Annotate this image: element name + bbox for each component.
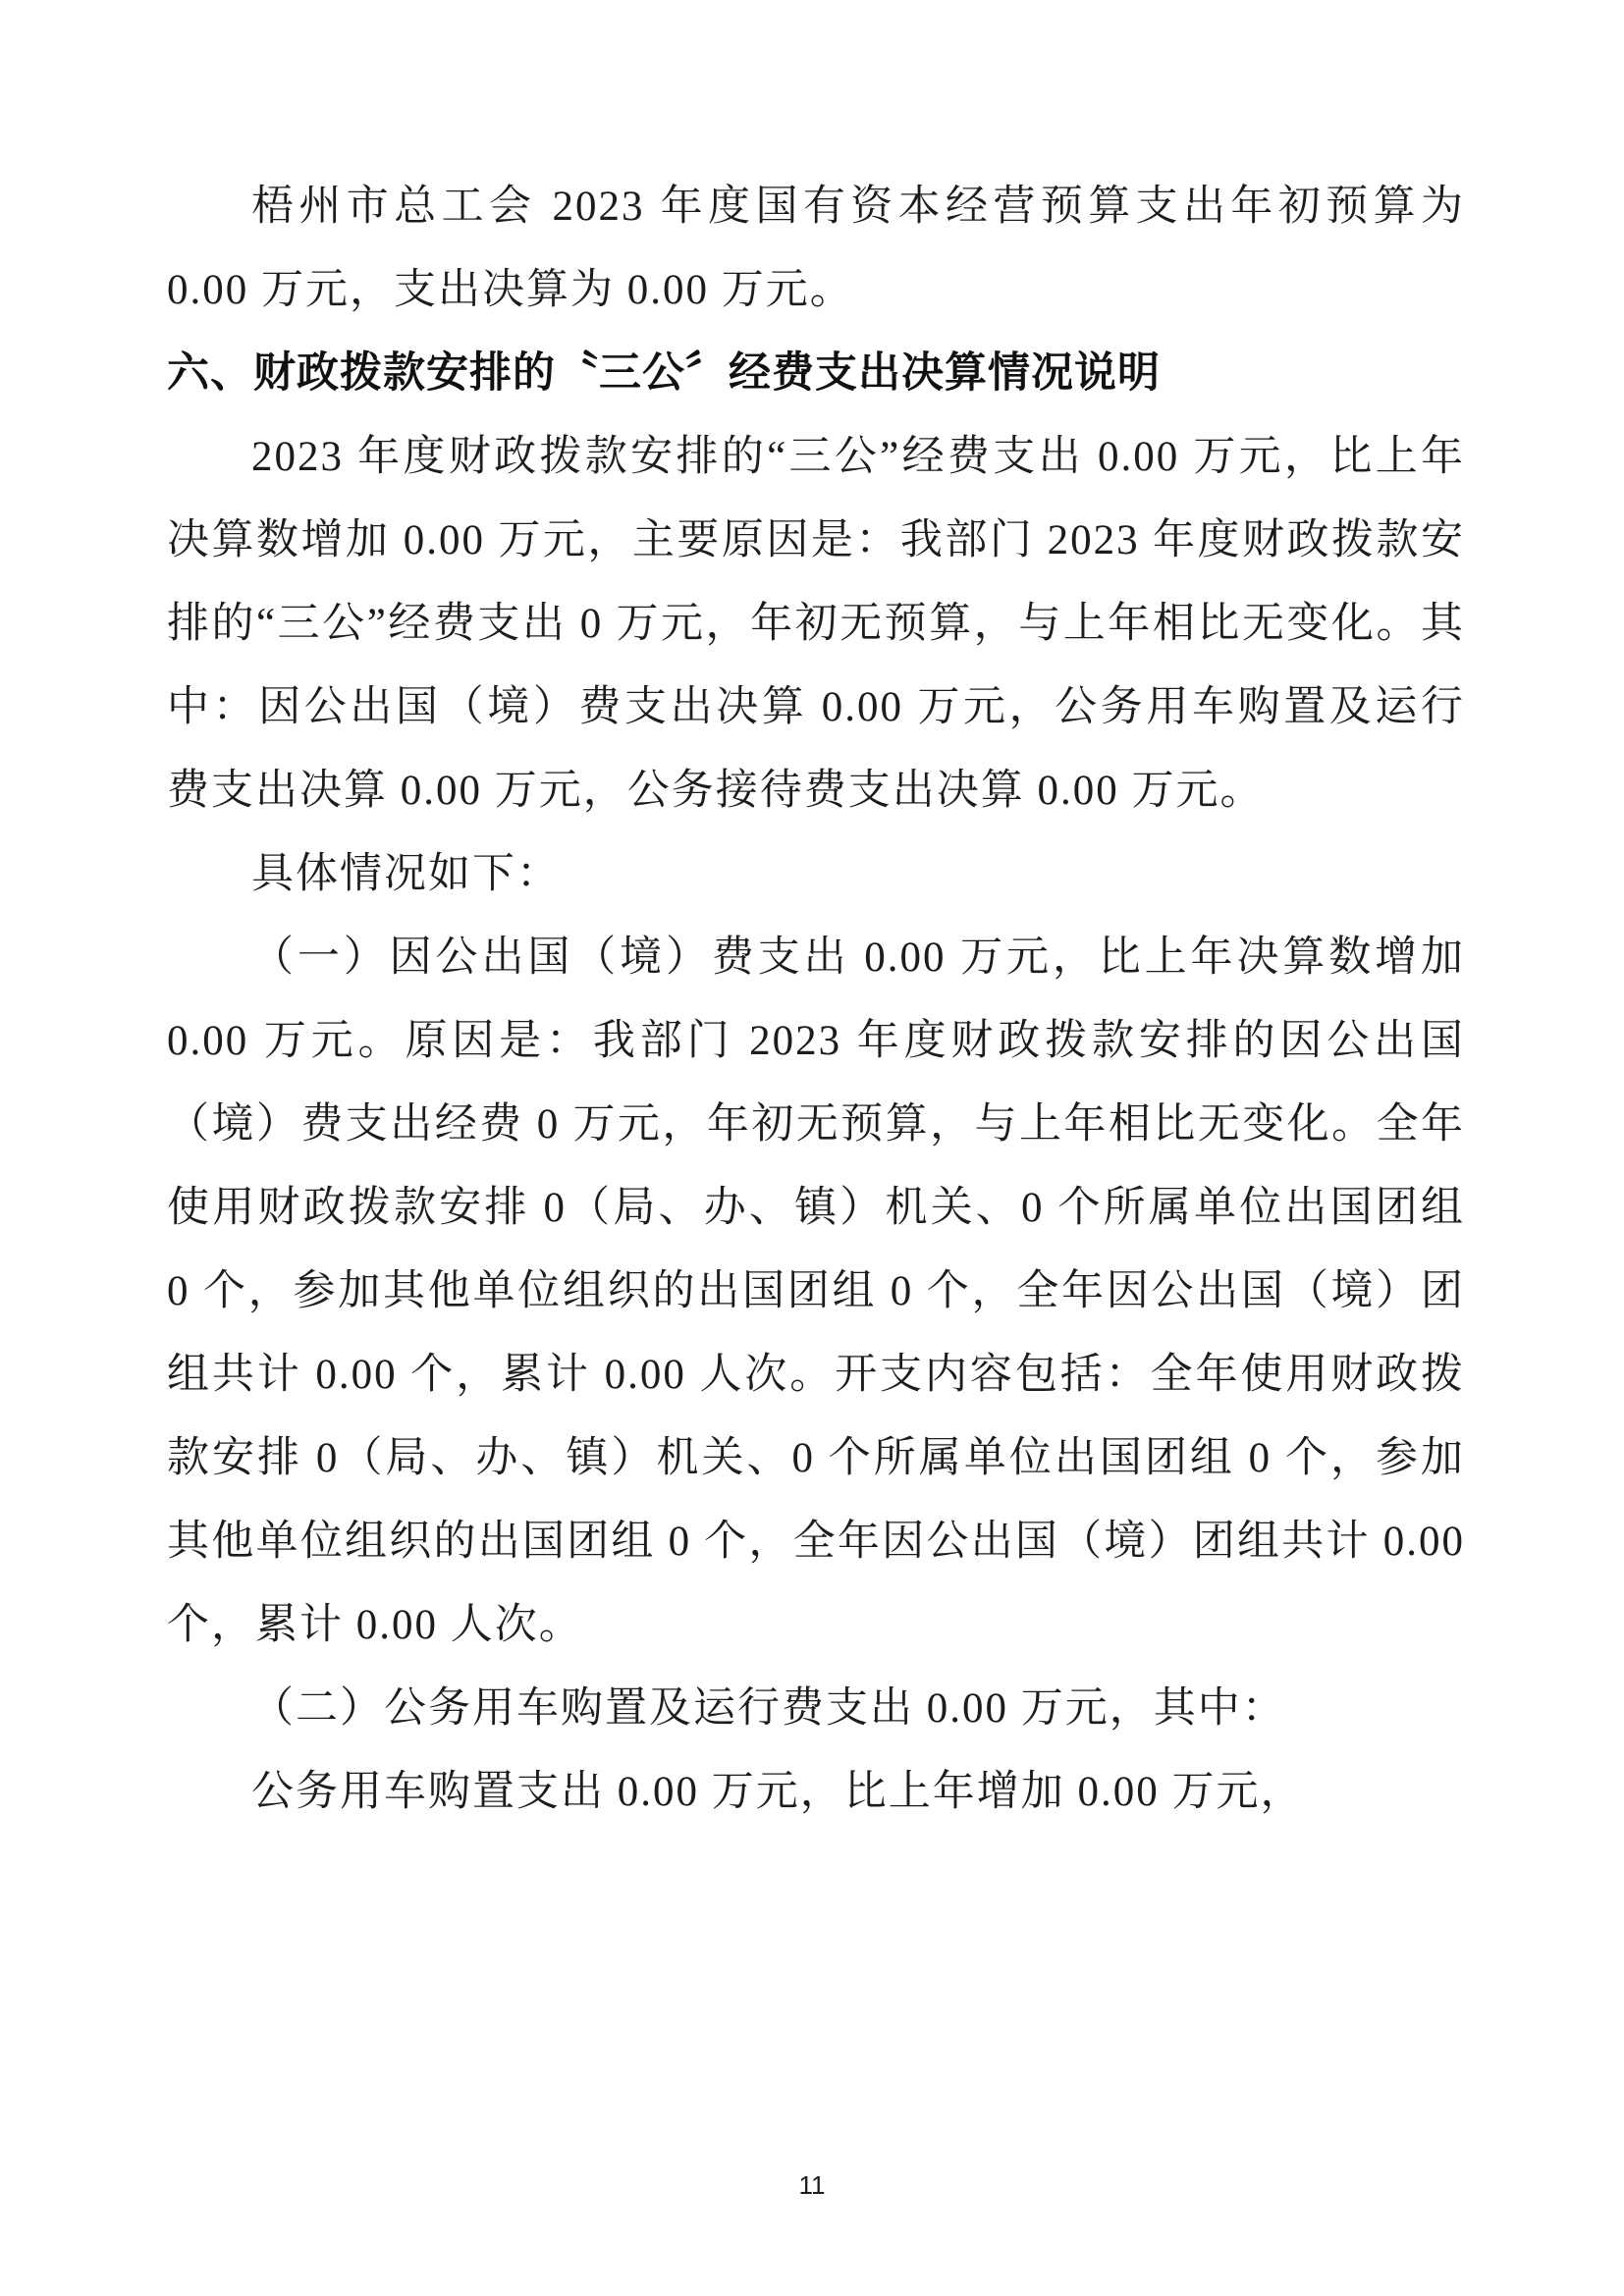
paragraph: 梧州市总工会 2023 年度国有资本经营预算支出年初预算为 0.00 万元，支出决算为 0.00 万元。 <box>167 184 1465 313</box>
paragraph: （一）因公出国（境）费支出 0.00 万元，比上年决算数增加 0.00 万元。原因是：我部门 2023 年度财政拨款安排的因公出国（境）费支出经费 0 万元，年初无预算，与上年相比无变化。全年使用财政拨款安排 0（局、办、镇）机关、0 个所属单位出国团组 0 个，参加其他单位组织的出国团组 0 个，全年因公出国（境）团组共计 0.00 个，累计 0.00 人次。开支内容包括：全年使用财政拨款安排 0（局、办、镇）机关、0 个所属单位出国团组 0 个，参加其他单位组织的出国团组 0 个，全年因公出国（境）团组共计 0.00 个，累计 0.00 人次。 <box>167 934 1465 1648</box>
paragraph: （二）公务用车购置及运行费支出 0.00 万元，其中： <box>251 1685 1286 1732</box>
paragraph: 具体情况如下： <box>251 851 561 897</box>
section-heading: 六、财政拨款安排的〝三公〞经费支出决算情况说明 <box>167 349 1161 397</box>
paragraph: 公务用车购置支出 0.00 万元，比上年增加 0.00 万元， <box>251 1769 1305 1815</box>
page-number: 11 <box>798 2170 826 2200</box>
document-body <box>167 165 1465 1834</box>
paragraph: 2023 年度财政拨款安排的“三公”经费支出 0.00 万元，比上年决算数增加 0.00 万元，主要原因是：我部门 2023 年度财政拨款安排的“三公”经费支出 0 万元，年初无预算，与上年相比无变化。其中：因公出国（境）费支出决算 0.00 万元，公务用车购置及运行费支出决算 0.00 万元，公务接待费支出决算 0.00 万元。 <box>167 434 1465 814</box>
